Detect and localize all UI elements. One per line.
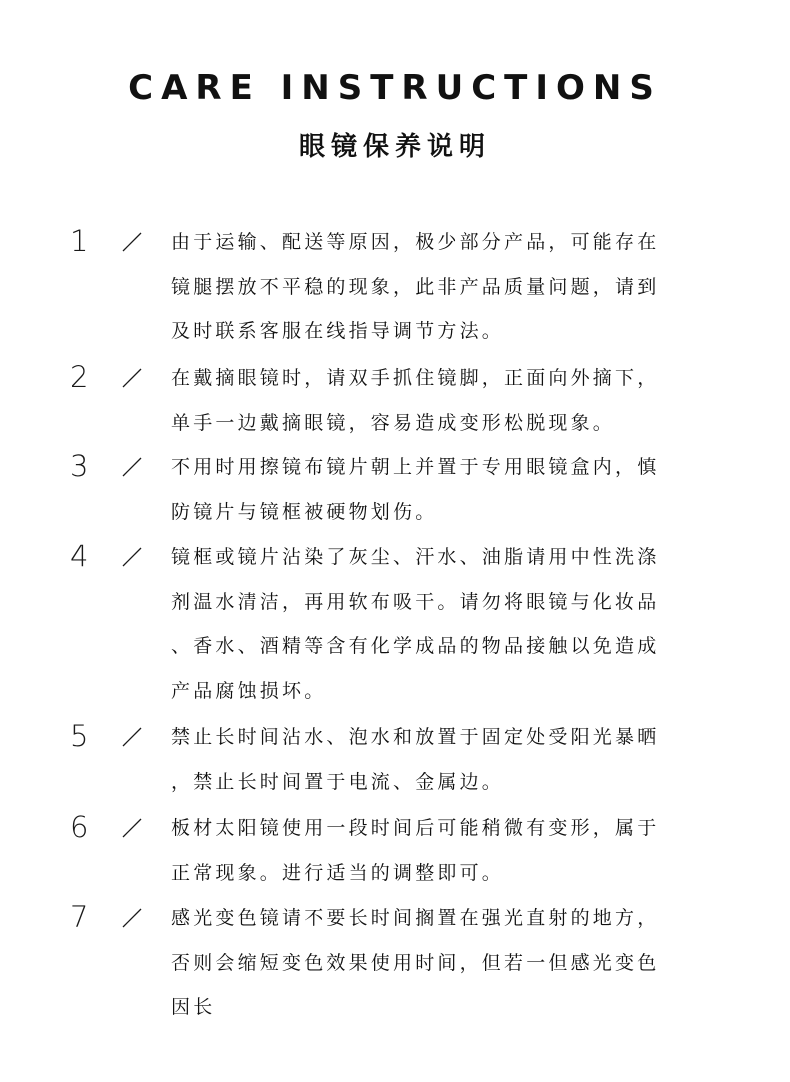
item-number: 2 <box>70 360 89 394</box>
page-title-chinese: 眼镜保养说明 <box>298 132 491 162</box>
item-text-line: 产品腐蚀损坏。 <box>171 679 327 702</box>
item-text-line: 防镜片与镜框被硬物划伤。 <box>171 500 438 523</box>
item-number: 7 <box>70 900 89 934</box>
item-text-line: ，禁止长时间置于电流、金属边。 <box>171 770 505 793</box>
item-text <box>171 806 731 895</box>
slash-divider-icon <box>121 231 143 253</box>
item-text <box>171 715 731 804</box>
item-text-line: 在戴摘眼镜时，请双手抓住镜脚，正面向外摘下， <box>171 367 660 389</box>
item-text-line: 板材太阳镜使用一段时间后可能稍微有变形，属于 <box>171 817 660 839</box>
item-text-line: 禁止长时间沾水、泡水和放置于固定处受阳光暴晒 <box>171 726 660 748</box>
item-number: 1 <box>70 224 89 258</box>
item-text-line: 不用时用擦镜布镜片朝上并置于专用眼镜盒内，慎 <box>171 456 660 478</box>
slash-divider-icon <box>121 817 143 839</box>
item-text-line: 单手一边戴摘眼镜，容易造成变形松脱现象。 <box>171 411 616 434</box>
item-number: 5 <box>70 719 89 753</box>
item-text-line: 正常现象。进行适当的调整即可。 <box>171 861 505 884</box>
slash-divider-icon <box>121 546 143 568</box>
item-text <box>171 896 731 1030</box>
item-number: 3 <box>70 449 89 483</box>
item-text-line: 感光变色镜请不要长时间搁置在强光直射的地方， <box>171 907 660 929</box>
item-text-line: 否则会缩短变色效果使用时间，但若一但感光变色 <box>171 951 660 974</box>
item-text <box>171 535 731 713</box>
item-number: 6 <box>70 810 89 844</box>
item-text <box>171 445 731 534</box>
item-text-line: 镜框或镜片沾染了灰尘、汗水、油脂请用中性洗涤 <box>171 546 660 568</box>
slash-divider-icon <box>121 726 143 748</box>
item-number: 4 <box>70 539 89 573</box>
page-title-english: CARE INSTRUCTIONS <box>128 68 662 108</box>
slash-divider-icon <box>121 367 143 389</box>
slash-divider-icon <box>121 907 143 929</box>
item-text-line: 、香水、酒精等含有化学成品的物品接触以免造成 <box>171 635 660 657</box>
item-text-line: 剂温水清洁，再用软布吸干。请勿将眼镜与化妆品 <box>171 590 660 613</box>
item-text-line: 及时联系客服在线指导调节方法。 <box>171 320 505 342</box>
slash-divider-icon <box>121 456 143 478</box>
item-text-line: 镜腿摆放不平稳的现象，此非产品质量问题，请到 <box>171 275 660 298</box>
item-text <box>171 220 731 354</box>
item-text <box>171 356 731 445</box>
item-text-line: 由于运输、配送等原因，极少部分产品，可能存在 <box>171 231 660 253</box>
item-text-line: 因长 <box>171 996 216 1018</box>
